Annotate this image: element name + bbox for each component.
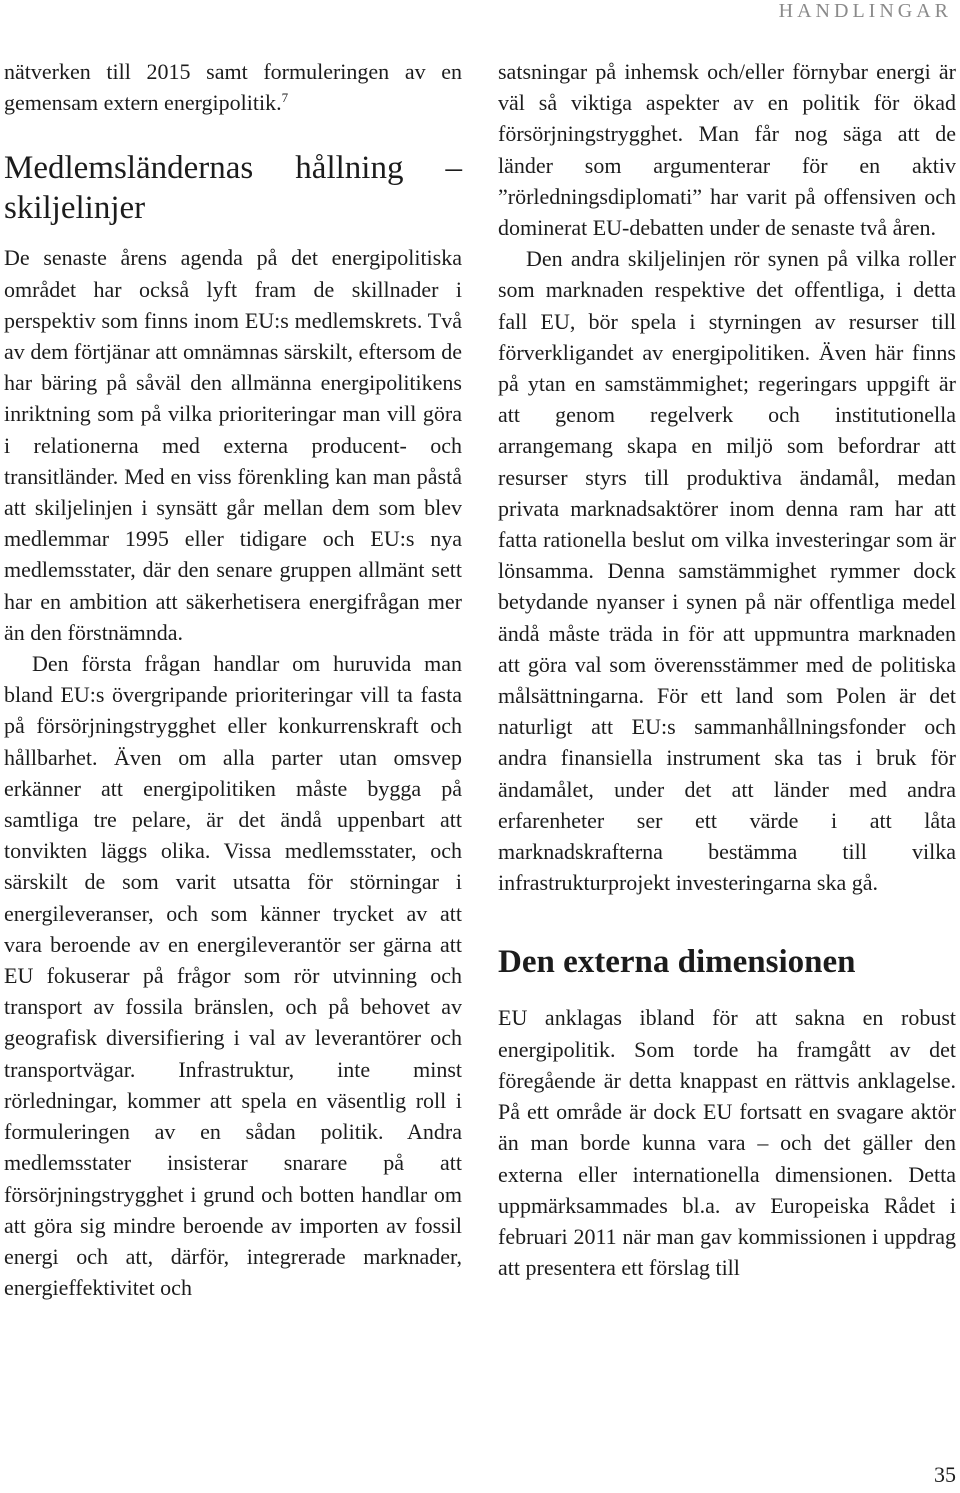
footnote-marker[interactable]: 7 bbox=[281, 90, 289, 106]
running-head: HANDLINGAR bbox=[778, 0, 952, 22]
section-heading-positions: Medlemsländernas hållning – skiljelinjer bbox=[4, 150, 462, 227]
left-column bbox=[4, 56, 462, 1303]
right-column bbox=[498, 56, 956, 1283]
paragraph-second-split: Den andra skiljelinjen rör synen på vilka roller som marknaden respektive det offentliga, i detta fall EU, bör spela i styrningen av resurser till förverkligandet av energipolitiken. Även här finns på ytan en samstämmighet; regeringars uppgift är att genom regelverk och institutionella arrangemang skapa en miljö som befordrar att resurser styrs till produktiva ändamål, medan privata marknadsaktörer inom denna ram har att fatta rationella beslut om vilka investeringar som är lönsamma. Denna samstämmighet rymmer dock betydande nyanser i synen på när offentliga medel ändå måste träda in för att uppmuntra marknaden att göra val som överensstämmer med de politiska målsättningarna. För ett land som Polen är det naturligt att EU:s sammanhållningsfonder och andra finansiella instrument ska tas i bruk för ändamålet, under det att länder med andra erfarenheter ser ett värde i att låta marknadskrafterna bestämma till vilka infrastrukturprojekt investeringarna ska gå. bbox=[498, 246, 956, 896]
paragraph-split-lines: De senaste årens agenda på det energipolitiska området har också lyft fram de skillnader i perspektiv som finns inom EU:s medlemskrets. Två av dem förtjänar att omnämnas särskilt, eftersom de har bäring på såväl den allmänna energipolitikens inriktning som på vilka prioriteringar man vill göra i relationerna med externa producent- och transitländer. Med en viss förenkling kan man påstå att skiljelinjen i synsätt går mellan dem som blev medlemmar 1995 eller tidigare och EU:s nya medlemsstater, där den senare gruppen allmänt sett har en ambition att säkerhetisera energifrågan mer än den förstnämnda. bbox=[4, 245, 462, 645]
section-heading-external: Den externa dimensionen bbox=[498, 944, 856, 981]
paragraph-first-question: Den första frågan handlar om huruvida man bland EU:s övergripande prioriteringar vill ta fasta på försörjningstrygghet eller konkurrenskraft och hållbarhet. Även om alla parter utan omsvep erkänner att energipolitiken måste bygga på samtliga tre pelare, är det ändå uppenbart att tonvikten läggs olika. Vissa medlemsstater, och särskilt de som varit utsatta för störningar i energileveranser, och som känner trycket av att vara beroende av en energileverantör ser gärna att EU fokuserar på frågor som rör utvinning och transport av fossila bränslen, och på behovet av geografisk diversifiering i val av leverantörer och transportvägar. Infrastruktur, inte minst rörledningar, kommer att spela en väsentlig roll i formuleringen av en sådan politik. Andra medlemsstater insisterar snarare på att försörjningstrygghet i grund och botten handlar om att göra sig mindre beroende av importen av fossil energi och att, därför, integrerade marknader, energieffektivitet och bbox=[4, 651, 462, 1301]
paragraph-continuation: satsningar på inhemsk och/eller förnybar energi är väl så viktiga aspekter av en politik för ökad försörjningstrygghet. Man får nog säga att de länder som argumenterar för en aktiv ”rörledningsdiplomati” har varit på offensiven och dominerat EU-debatten under de senaste två åren. bbox=[498, 59, 956, 241]
intro-text bbox=[4, 56, 462, 118]
page-number: 35 bbox=[934, 1462, 956, 1487]
paragraph-external-dimension: EU anklagas ibland för att sakna en robust energipolitik. Som torde ha framgått av det föregående är detta knappast en rättvis anklagelse. På ett område är dock EU fortsatt en svagare aktör än man borde kunna vara – och det gäller den externa eller internationella dimensionen. Detta uppmärksammades bl.a. av Europeiska Rådet i februari 2011 när man gav kommissionen i uppdrag att presentera ett förslag till bbox=[498, 1005, 956, 1281]
intro-sentence: nätverken till 2015 samt formuleringen av en gemensam extern energipolitik. bbox=[4, 59, 462, 116]
